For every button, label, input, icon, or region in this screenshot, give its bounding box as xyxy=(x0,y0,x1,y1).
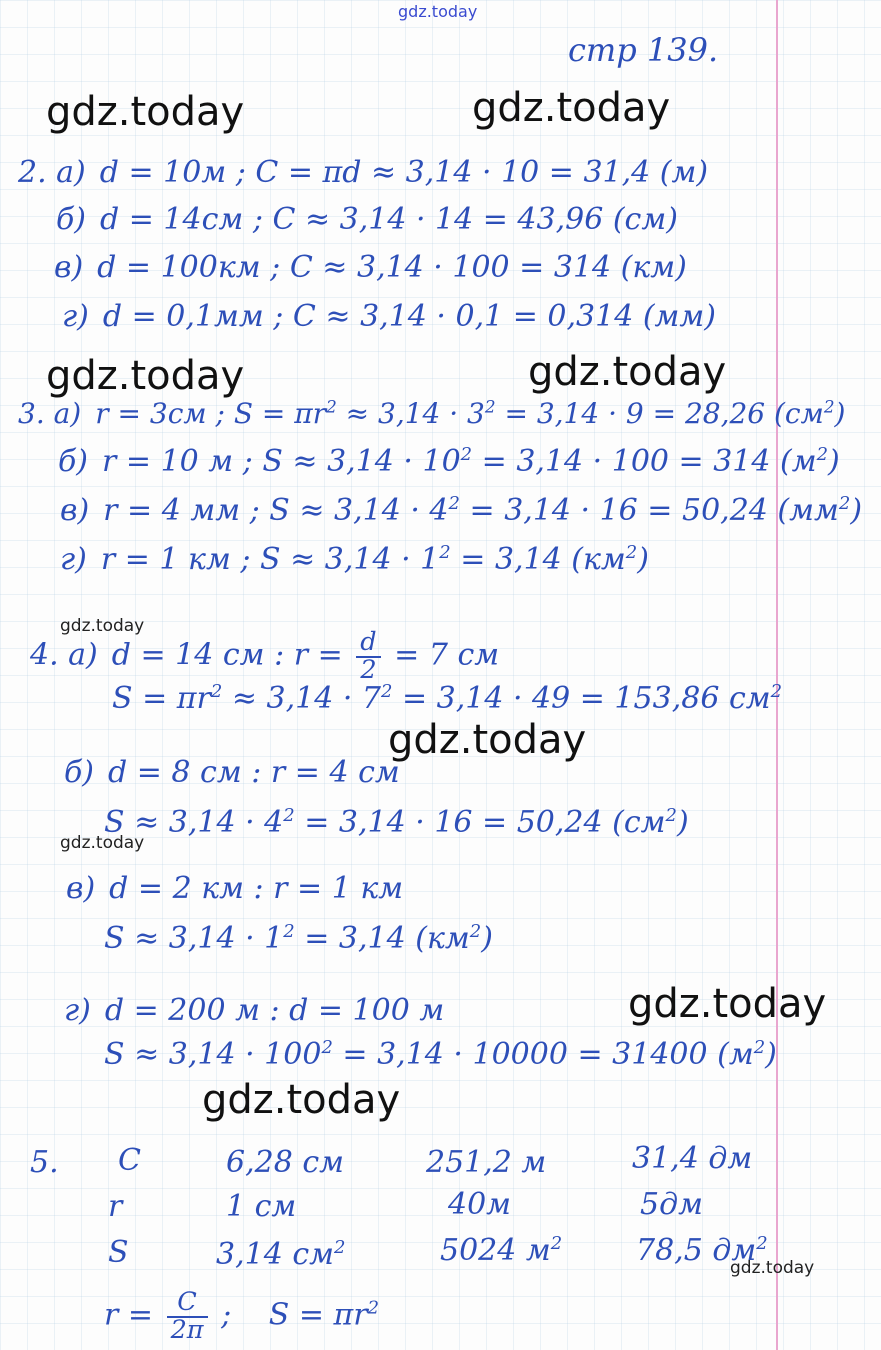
task5-row-s-value: 3,14 $см^2$ xyxy=(216,1237,346,1272)
item-label: б) xyxy=(64,755,95,790)
task5-row-r-value: 5дм xyxy=(640,1187,703,1222)
task4-line-b2: $S \approx 3,14 \cdot 4^2 = 3,14 \cdot 16 = 50,24$ $(см^2)$ xyxy=(104,805,689,840)
watermark: gdz.today xyxy=(628,981,827,1027)
task5-row-s-value: 78,5 $дм^2$ xyxy=(636,1233,768,1268)
watermark: gdz.today xyxy=(528,349,727,395)
task5-row-s-value: 5024 $м^2$ xyxy=(440,1233,563,1268)
task2-line-g xyxy=(62,299,716,334)
task2-line-v xyxy=(54,250,687,285)
task4-line-v1: в) d = 2 км : r = 1 км xyxy=(66,871,404,906)
watermark-small: gdz.today xyxy=(60,616,145,636)
task5-row-c-value: 31,4 дм xyxy=(632,1141,753,1176)
task3-line-b: б) r = 10 м ; $S \approx 3,14 \cdot 10^2 = 3,14 \cdot 100 = 314$ $(м^2)$ xyxy=(58,444,840,479)
watermark: gdz.today xyxy=(46,353,245,399)
watermark-small: gdz.today xyxy=(730,1258,815,1278)
task5-row-c-value: 6,28 см xyxy=(226,1145,345,1180)
item-label: г) xyxy=(60,542,87,577)
task3-line-v: в) r = 4 мм ; $S \approx 3,14 \cdot 4^2 = 3,14 \cdot 16 = 50,24$ $(мм^2)$ xyxy=(60,493,863,528)
task5-formula: r = $\frac{C}{2\pi}$ ; $S = \pi r^2$ xyxy=(104,1287,380,1345)
item-label: в) xyxy=(66,871,96,906)
item-label: г) xyxy=(62,299,89,334)
task5-row-r-value: 1 см xyxy=(226,1189,297,1224)
fraction: $\frac{C}{2\pi}$ xyxy=(167,1290,208,1343)
item-label: в) xyxy=(60,493,90,528)
equation: d = 14см ; C ≈ 3,14 · 14 = 43,96 (см) xyxy=(100,202,678,237)
item-label: б) xyxy=(58,444,89,479)
task5-row-c-value: 251,2 м xyxy=(426,1145,547,1180)
task5-row-s-name: S xyxy=(108,1235,129,1270)
equation: d = 100км ; C ≈ 3,14 · 100 = 314 (км) xyxy=(97,250,687,285)
equation: d = 10м ; C = πd ≈ 3,14 · 10 = 31,4 (м) xyxy=(99,155,709,190)
watermark: gdz.today xyxy=(388,717,587,763)
task5-row-c-name: C xyxy=(118,1143,141,1178)
task4-line-g1: г) d = 200 м : d = 100 м xyxy=(64,993,445,1028)
watermark: gdz.today xyxy=(202,1077,401,1123)
task3-line-a: 3. а) r = 3см ; $S = \pi r^2 \approx 3,14 \cdot 3^2 = 3,14 \cdot 9 = 28,26$ $(см^2)$ xyxy=(18,396,846,430)
page-label: стр 139. xyxy=(568,31,719,69)
task4-line-b1: б) d = 8 см : r = 4 см xyxy=(64,755,400,790)
task5-label: 5. xyxy=(30,1145,59,1180)
item-label: 3. а) xyxy=(18,397,82,430)
task5-row-r-name: r xyxy=(108,1189,123,1224)
item-label: 2. а) xyxy=(18,155,86,190)
task4-line-v2: $S \approx 3,14 \cdot 1^2 = 3,14$ $(км^2)$ xyxy=(104,921,493,956)
margin-line xyxy=(776,0,778,1350)
task2-line-b xyxy=(56,202,678,237)
watermark-top: gdz.today xyxy=(398,2,478,21)
task2-line-a xyxy=(18,155,709,190)
item-label: 4. а) xyxy=(30,637,98,673)
task4-line-g2: $S \approx 3,14 \cdot 100^2 = 3,14 \cdot 10000 = 31400$ $(м^2)$ xyxy=(104,1037,777,1072)
task3-line-g: г) r = 1 км ; $S \approx 3,14 \cdot 1^2 = 3,14$ $(км^2)$ xyxy=(60,542,649,577)
task4-line-a1: 4. а) d = 14 см : r = $\frac{d}{2}$ = 7 см xyxy=(30,627,500,685)
item-label: б) xyxy=(56,202,87,237)
watermark: gdz.today xyxy=(46,89,245,135)
fraction: $\frac{d}{2}$ xyxy=(356,630,380,683)
watermark: gdz.today xyxy=(472,85,671,131)
equation: d = 0,1мм ; C ≈ 3,14 · 0,1 = 0,314 (мм) xyxy=(102,299,716,334)
watermark-small: gdz.today xyxy=(60,833,145,853)
task5-row-r-value: 40м xyxy=(448,1187,512,1222)
item-label: в) xyxy=(54,250,84,285)
item-label: г) xyxy=(64,993,91,1028)
task4-line-a2: $S = \pi r^2 \approx 3,14 \cdot 7^2 = 3,14 \cdot 49 = 153,86$ $см^2$ xyxy=(112,681,783,716)
